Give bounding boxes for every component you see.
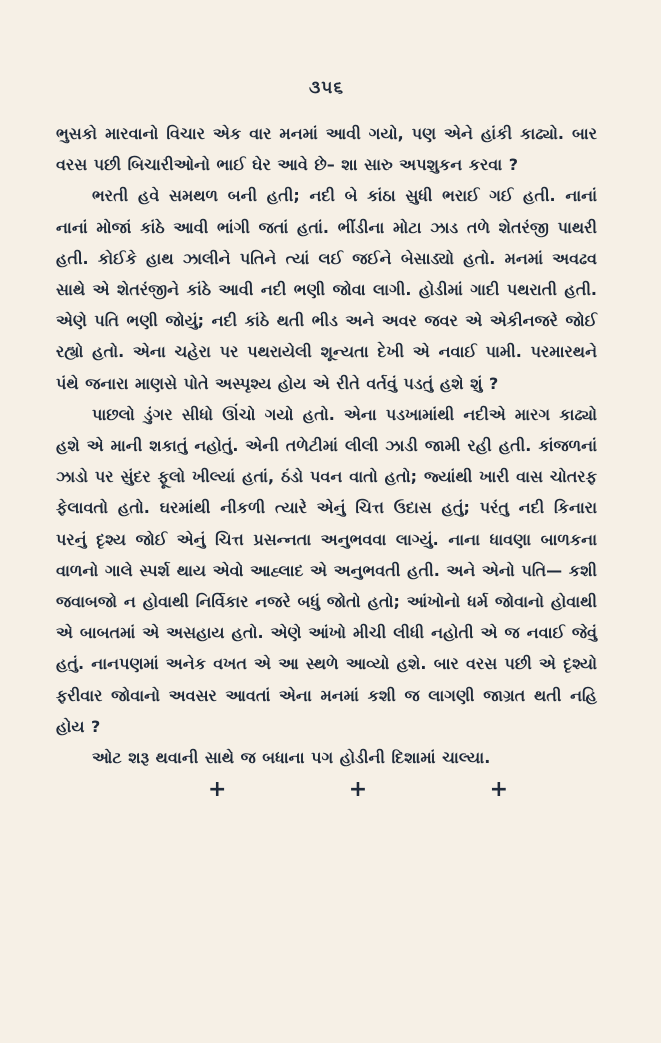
separator-mark: + [208, 777, 227, 803]
paragraph-1: ભુસકો મારવાનો વિચાર એક વાર મનમાં આવી ગયો, પણ એને હાંકી કાઢ્યો. બાર વરસ પછી બિચારીઓનો ભાઈ ઘેર આવે છે– શા સારુ અપશુકન કરવા ? [56, 124, 597, 175]
page-number: ૩૫૬ [308, 78, 344, 98]
separator-mark: + [348, 777, 368, 803]
separator-mark: + [489, 777, 508, 803]
paragraph-2: ભરતી હવે સમથળ બની હતી; નદી બે કાંઠા સુધી ભરાઈ ગઈ હતી. નાનાં નાનાં મોજાં કાંઠે આવી ભાંગી જતાં હતાં. ભીંડીના મોટા ઝાડ તળે શેતરંજી પાથરી હતી. કોઈકે હાથ ઝાલીને પતિને ત્યાં લઈ જઈને બેસાડ્યો હતો. મનમાં અવઢવ સાથે એ શેતરંજીને કાંઠે આવી નદી ભણી જોવા લાગી. હોડીમાં ગાદી પથરાતી હતી. એણે પતિ ભણી જોયું; નદી કાંઠે થતી ભીડ અને અવર જવર એ એકીનજરે જોઈ રહ્યો હતો. એના ચહેરા પર પથરાયેલી શૂન્યતા દેખી એ નવાઈ પામી. પરમારથને પંથે જનારા માણસે પોતે અસ્પૃશ્ય હોય એ રીતે વર્તવું પડતું હશે શું ? [56, 186, 597, 393]
paragraph-3: પાછલો ડુંગર સીધો ઊંચો ગયો હતો. એના પડખામાંથી નદીએ મારગ કાઢ્યો હશે એ માની શકાતું નહોતું. એની તળેટીમાં લીલી ઝાડી જામી રહી હતી. કાંજળનાં ઝાડો પર સુંદર ફૂલો ખીલ્યાં હતાં, ઠંડો પવન વાતો હતો; જ્યાંથી ખારી વાસ ચોતરફ ફેલાવતો હતો. ઘરમાંથી નીકળી ત્યારે એનું ચિત્ત ઉદાસ હતું; પરંતુ નદી કિનારા પરનું દૃશ્ય જોઈ એનું ચિત્ત પ્રસન્નતા અનુભવવા લાગ્યું. નાના ધાવણા બાળકના વાળનો ગાલે સ્પર્શ થાય એવો આહ્લાદ એ અનુભવતી હતી. અને એનો પતિ— કશી જવાબજો ન હોવાથી નિર્વિકાર નજરે બધું જોતો હતો; આંખોનો ધર્મ જોવાનો હોવાથી એ બાબતમાં એ અસહાય હતો. એણે આંખો મીચી લીધી નહોતી એ જ નવાઈ જેવું હતું. નાનપણમાં અનેક વખત એ આ સ્થળે આવ્યો હશે. બાર વરસ પછી એ દૃશ્યો ફરીવાર જોવાનો અવસર આવતાં એના મનમાં કશી જ લાગણી જાગ્રત થતી નહિ હોય ? [56, 404, 597, 736]
paragraph-4: ઓટ શરૂ થવાની સાથે જ બધાના પગ હોડીની દિશામાં ચાલ્યા. [92, 748, 491, 768]
section-separator [208, 777, 508, 802]
